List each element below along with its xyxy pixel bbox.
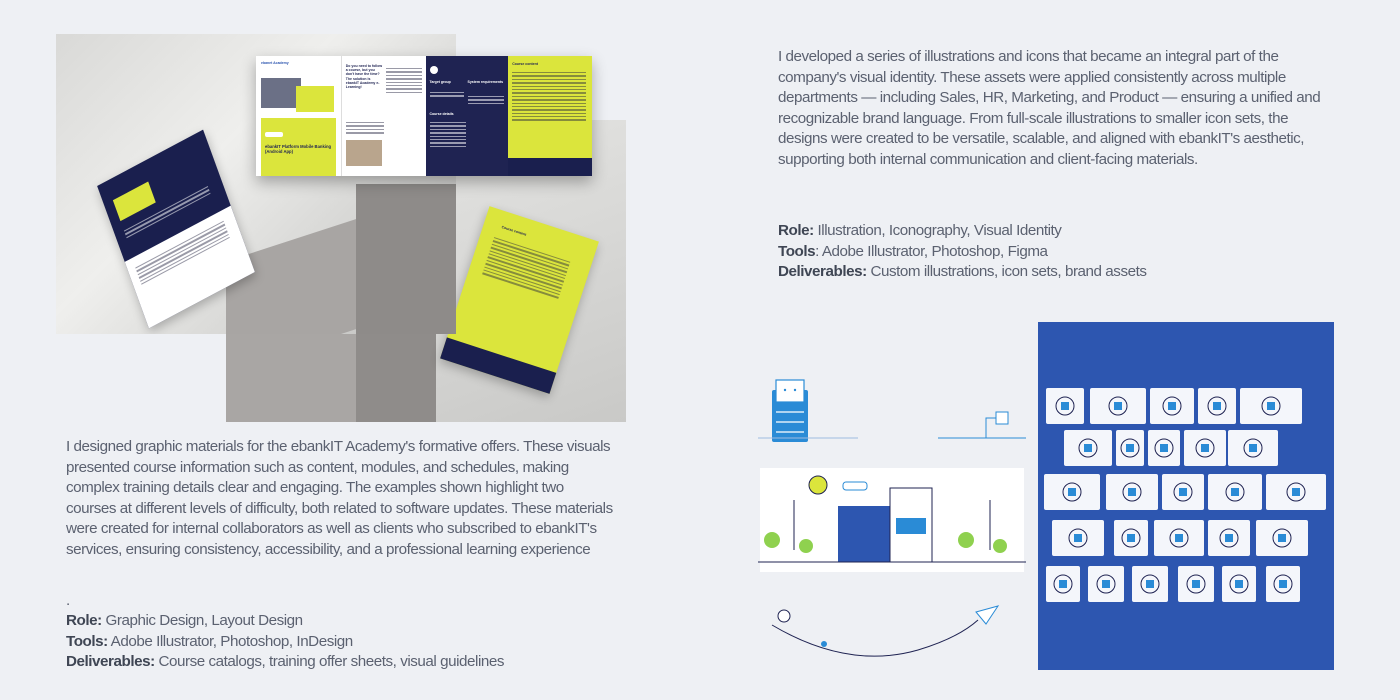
course-content-back-heading: Course content	[501, 225, 527, 237]
brochure-logo: ebanet Academy	[261, 61, 289, 65]
plug-illustration	[938, 412, 1026, 438]
brochure-panel-details	[426, 56, 509, 176]
phone-hand-icon	[1046, 388, 1084, 424]
person-arrow-icon	[1114, 520, 1148, 556]
phone-view-icon	[1208, 520, 1250, 556]
tools-label: Tools	[778, 242, 816, 260]
coffee-cup-icon	[1198, 388, 1236, 424]
role-value: Illustration, Iconography, Visual Identity	[813, 222, 1062, 239]
left-description: I designed graphic materials for the ebankIT Academy's formative offers. These visuals presented course information such as content, modules, and schedules, making complex training details clear and engaging. The examples shown highlight two courses at different levels of difficulty, both related to software updates. These materials were created for internal collaborators as well as clients who subscribed to ebankIT's services, ensuring consistency, accessibility, and a professional learning experience	[66, 438, 613, 558]
left-tools-line	[66, 632, 626, 653]
mobile-pay-icon	[1052, 520, 1104, 556]
head-gear-icon	[1046, 566, 1080, 602]
role-value: Graphic Design, Layout Design	[101, 612, 303, 629]
balloon-icon	[1208, 474, 1262, 510]
deliverables-value: Custom illustrations, icon sets, brand assets	[866, 263, 1147, 280]
left-deliverables-line	[66, 652, 626, 673]
bottle-icon	[1116, 430, 1144, 466]
touch-icon	[1088, 566, 1124, 602]
palette-icon	[1228, 430, 1278, 466]
right-description: I developed a series of illustrations and icons that became an integral part of the company's visual identity. These assets were applied consistently across multiple departments — including Sales, HR, Marketing, and Product — ensuring a unified and recognizable brand language. From full-scale illustrations to smaller icon sets, the designs were created to be versatile, scalable, and aligned with ebankIT's aesthetic, supporting both internal communication and client-facing materials.	[778, 48, 1321, 168]
role-label: Role:	[66, 612, 102, 629]
brochure-panel-content	[508, 56, 592, 176]
right-deliverables-line	[778, 262, 1338, 283]
globe-icon	[1090, 388, 1146, 424]
left-dot: .	[66, 592, 70, 609]
right-tools-line	[778, 242, 1338, 263]
paper-plane-illustration	[772, 606, 998, 656]
tools-value: : Adobe Illustrator, Photoshop, Figma	[815, 242, 1048, 260]
tools-value: Adobe Illustrator, Photoshop, InDesign	[107, 632, 353, 650]
card-icon	[1184, 430, 1226, 466]
deliverables-label: Deliverables:	[66, 653, 155, 670]
brochure-spread	[256, 56, 592, 176]
brochure-lime-sheet	[440, 206, 599, 394]
role-label: Role:	[778, 222, 814, 239]
course-content-heading: Course content	[512, 62, 538, 66]
brochure-intro-question: Do you need to follow a course, but you don't have the time? The solution is ebankIT Academy e-Learning!	[345, 64, 383, 90]
illustration-set	[758, 350, 1026, 670]
network-icon	[1064, 430, 1112, 466]
deliverables-value: Course catalogs, training offer sheets, visual guidelines	[154, 653, 505, 670]
tools-label: Tools:	[66, 632, 108, 650]
envelope-icon	[1240, 388, 1302, 424]
chart-hand-icon	[1256, 520, 1308, 556]
id-card-icon	[1162, 474, 1204, 510]
printer-illustration	[758, 380, 858, 442]
brochure-photo-person	[261, 78, 301, 108]
gear-badge-icon	[1222, 566, 1256, 602]
shield-user-icon	[1266, 474, 1326, 510]
left-role-line	[66, 611, 626, 632]
left-meta	[66, 611, 626, 673]
right-meta	[778, 221, 1338, 283]
target-group-heading: Target group	[429, 80, 451, 84]
brochure-course-title: ebankIT Platform Mobile Banking (Android App)	[265, 144, 332, 154]
course-details-heading: Course details	[429, 112, 454, 116]
paper-plane-icon	[1148, 430, 1180, 466]
cube-user-icon	[1178, 566, 1214, 602]
planet-icon	[1266, 566, 1300, 602]
icon-set-panel	[1038, 322, 1334, 670]
right-role-line	[778, 221, 1338, 242]
system-requirements-heading: System requirements	[467, 80, 504, 84]
mobile-doc-icon	[1150, 388, 1194, 424]
handshake-icon	[1154, 520, 1204, 556]
clock-hand-icon	[1044, 474, 1100, 510]
user-badge-icon	[1106, 474, 1158, 510]
laptop-icon	[1132, 566, 1168, 602]
brochure-panel-intro	[341, 56, 426, 176]
deliverables-label: Deliverables:	[778, 263, 867, 280]
city-illustration	[758, 468, 1026, 572]
brochure-panel-cover	[256, 56, 341, 176]
